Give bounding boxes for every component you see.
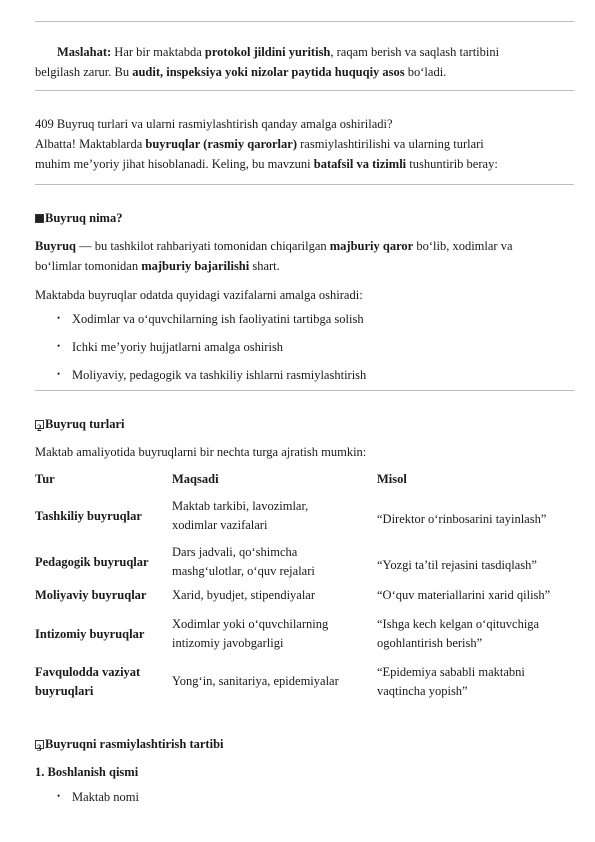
list-item: Ichki me’yoriy hujjatlarni amalga oshirish [72, 340, 284, 354]
table-cell-misol: “Ishga kech kelgan o‘qituvchiga ogohlantirish berish” [377, 617, 540, 650]
table-cell-misol: “Yozgi ta’til rejasini tasdiqlash” [377, 558, 537, 572]
question-text: 409 Buyruq turlari va ularni rasmiylashtirish qanday amalga oshiriladi? [35, 117, 393, 131]
section-1-definition: Buyruq — bu tashkilot rahbariyati tomonidan chiqarilgan majburiy qaror bo‘lib, xodimlar va bo‘limlar tomonidan majburiy bajarilishi shart. [35, 239, 513, 273]
table-cell-misol: “Direktor o‘rinbosarini tayinlash” [377, 512, 547, 526]
bullet-icon: • [57, 791, 61, 801]
table-cell-tur: Pedagogik buyruqlar [35, 555, 149, 569]
table-cell-maqsad: Xodimlar yoki o‘quvchilarning intizomiy javobgarligi [172, 617, 329, 650]
table-cell-tur: Moliyaviy buyruqlar [35, 588, 147, 602]
bullet-icon: • [57, 341, 61, 351]
divider [35, 21, 574, 22]
table-header-maqsadi: Maqsadi [172, 472, 219, 486]
tip-paragraph: Maslahat: Har bir maktabda protokol jildini yuritish, raqam berish va saqlash tartibini belgilash zarur. Bu audit, inspeksiya yoki nizolar paytida huquqiy asos bo‘ladi. [35, 45, 500, 79]
number-2-icon: 2 [35, 420, 44, 429]
table-cell-maqsad: Maktab tarkibi, lavozimlar, xodimlar vazifalari [172, 499, 309, 532]
list-item: Maktab nomi [72, 790, 140, 804]
bullet-icon: • [57, 313, 61, 323]
table-header-tur: Tur [35, 472, 55, 486]
table-cell-misol: “Epidemiya sababli maktabni vaqtincha yopish” [377, 665, 525, 698]
section-1-heading: Buyruq nima? [35, 208, 575, 228]
section-3-subheading: 1. Boshlanish qismi [35, 765, 139, 779]
section-1-lead: Maktabda buyruqlar odatda quyidagi vazifalarni amalga oshiradi: [35, 288, 363, 302]
number-3-icon: 3 [35, 740, 44, 749]
divider [35, 184, 574, 185]
bullet-icon: • [57, 369, 61, 379]
table-cell-maqsad: Xarid, byudjet, stipendiyalar [172, 588, 316, 602]
table-header-misol: Misol [377, 472, 407, 486]
section-2-intro: Maktab amaliyotida buyruqlarni bir nechta turga ajratish mumkin: [35, 445, 367, 459]
divider [35, 390, 574, 391]
list-item: Moliyaviy, pedagogik va tashkiliy ishlarni rasmiylashtirish [72, 368, 367, 382]
table-cell-maqsad: Dars jadvali, qo‘shimcha mashg‘ulotlar, o‘quv rejalari [172, 545, 315, 578]
list-item: Xodimlar va o‘quvchilarning ish faoliyatini tartibga solish [72, 312, 364, 326]
section-2-heading: 2 Buyruq turlari [37, 417, 125, 433]
intro-paragraph: Albatta! Maktablarda buyruqlar (rasmiy qarorlar) rasmiylashtirilishi va ularning turlari muhim me’yoriy jihat hisoblanadi. Keling, bu mavzuni batafsil va tizimli tushuntirib beray: [35, 137, 498, 171]
number-1-icon [35, 214, 44, 223]
table-cell-tur: Favqulodda vaziyat buyruqlari [35, 665, 141, 698]
table-cell-tur: Tashkiliy buyruqlar [35, 509, 142, 523]
table-cell-misol: “O‘quv materiallarini xarid qilish” [377, 588, 551, 602]
divider [35, 90, 574, 91]
section-3-heading: 3 Buyruqni rasmiylashtirish tartibi [37, 737, 224, 753]
tip-label: Maslahat: [57, 45, 112, 59]
table-cell-maqsad: Yong‘in, sanitariya, epidemiyalar [172, 674, 339, 688]
table-cell-tur: Intizomiy buyruqlar [35, 627, 145, 641]
